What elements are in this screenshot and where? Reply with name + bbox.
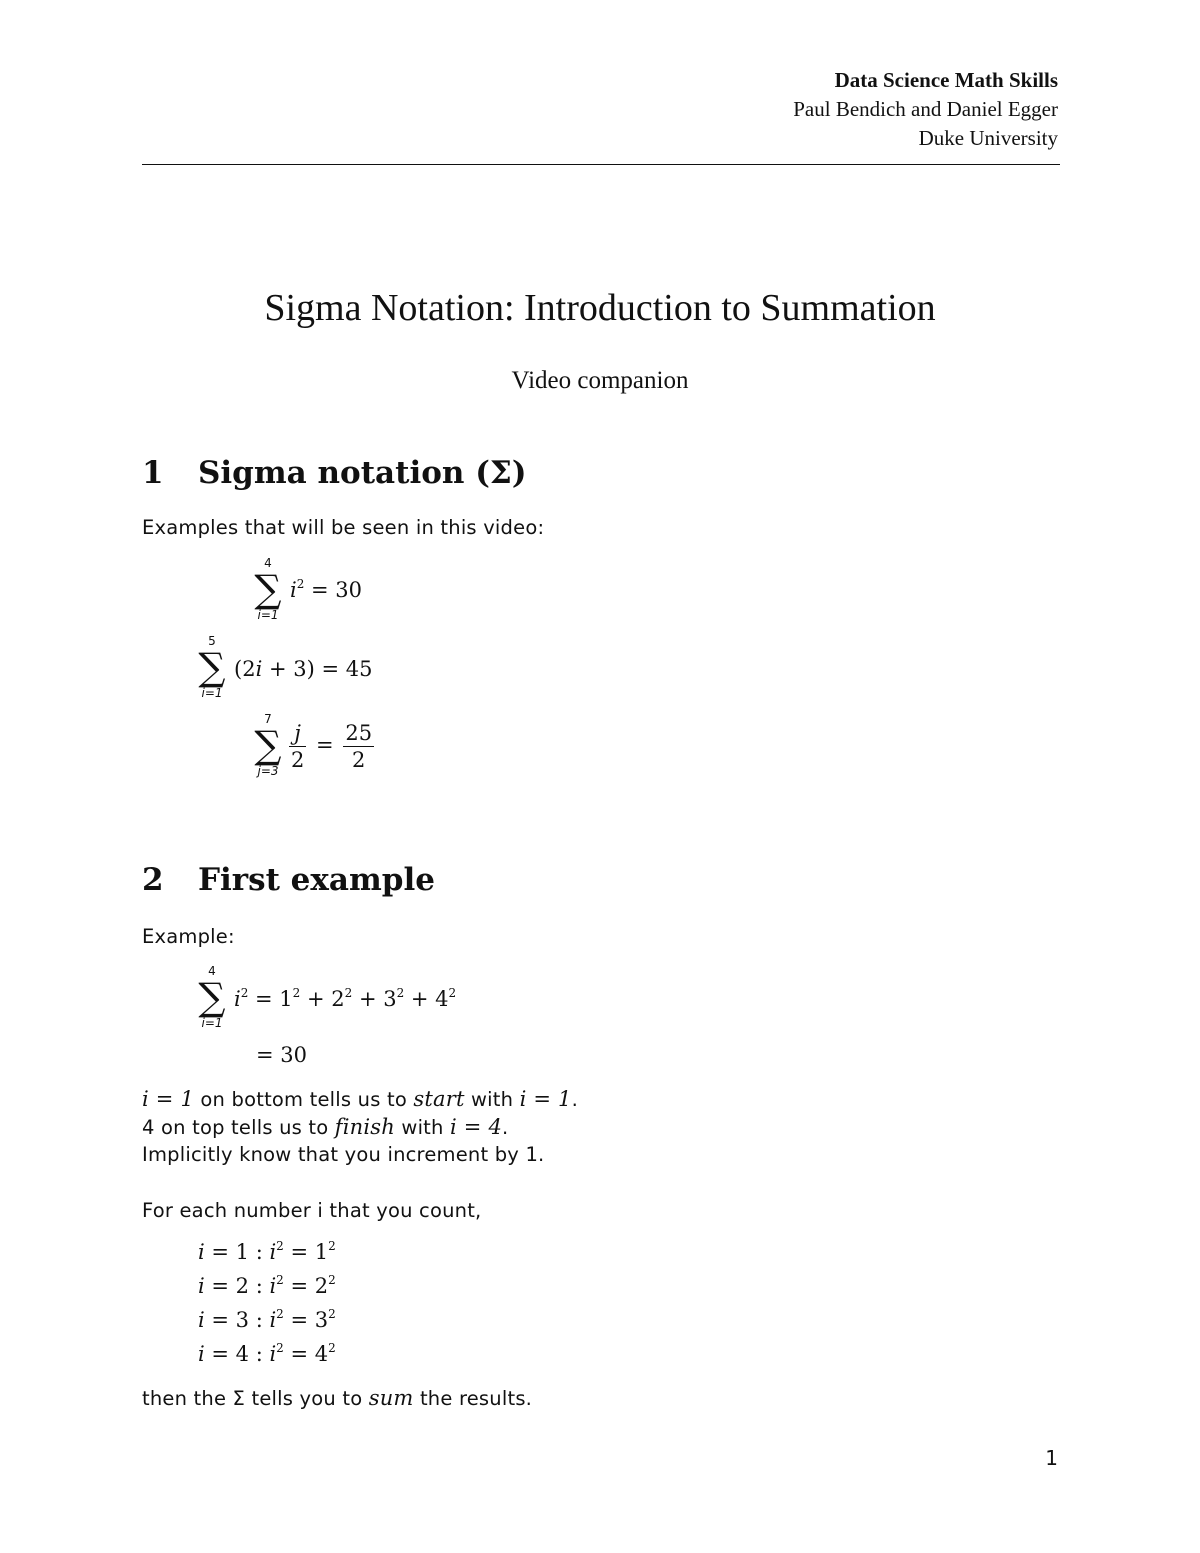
header-rule xyxy=(142,164,1060,165)
section-1-heading xyxy=(142,455,527,491)
sum-expansion: $i^2 = 1^2 + 2^2 + 3^2 + 4^2$ xyxy=(234,986,457,1011)
document-subtitle: Video companion xyxy=(511,367,689,394)
sigma-icon: 4 ∑ i=1 xyxy=(250,556,286,622)
sum-upper-limit: 4 xyxy=(208,964,216,978)
fraction: $\frac{j}{2}$ xyxy=(291,721,305,772)
section-number: 1 xyxy=(142,455,164,491)
sum-lower-limit: i=1 xyxy=(201,1016,223,1030)
example-1-expression: $i^2 = 30$ xyxy=(290,577,363,602)
fraction: $\frac{25}{2}$ xyxy=(345,721,373,772)
document-title: Sigma Notation: Introduction to Summation xyxy=(264,287,936,329)
sigma-icon: 5 ∑ i=1 xyxy=(194,634,230,700)
step-line: i = 3 : $i^2 = 3^2$ xyxy=(198,1307,336,1332)
section-1-intro: Examples that will be seen in this video: xyxy=(142,516,545,539)
sum-lower-limit: i=1 xyxy=(201,686,223,700)
section-title: Sigma notation (Σ) xyxy=(198,455,527,491)
note-finish: 4 on top tells us to finish with i = 4. xyxy=(142,1115,509,1139)
sigma-icon: 7 ∑ j=3 xyxy=(250,712,286,778)
sum-lower-limit: i=1 xyxy=(257,608,279,622)
step-line: i = 1 : $i^2 = 1^2$ xyxy=(198,1239,336,1264)
conclusion: then the Σ tells you to sum the results. xyxy=(142,1386,533,1410)
institution: Duke University xyxy=(918,126,1058,150)
sum-upper-limit: 4 xyxy=(264,556,272,570)
note-increment: Implicitly know that you increment by 1. xyxy=(142,1143,545,1166)
note-start: i = 1 on bottom tells us to start with i = 1. xyxy=(142,1087,578,1111)
step-line: i = 4 : $i^2 = 4^2$ xyxy=(198,1341,336,1366)
sum-upper-limit: 5 xyxy=(208,634,216,648)
example-2-expression: (2i + 3) = 45 xyxy=(234,657,373,681)
section-title: First example xyxy=(198,862,435,898)
page-number: 1 xyxy=(1045,1446,1058,1470)
course-title: Data Science Math Skills xyxy=(834,68,1058,92)
authors: Paul Bendich and Daniel Egger xyxy=(793,97,1058,121)
example-3-expression: $\frac{j}{2}$ = $\frac{25}{2}$ xyxy=(291,721,373,772)
sum-upper-limit: 7 xyxy=(264,712,272,726)
step-line: i = 2 : $i^2 = 2^2$ xyxy=(198,1273,336,1298)
section-2-heading xyxy=(142,862,435,898)
example-label: Example: xyxy=(142,925,235,948)
section-number: 2 xyxy=(142,862,164,898)
sigma-icon: 4 ∑ i=1 xyxy=(194,964,230,1030)
sum-lower-limit: j=3 xyxy=(257,764,279,778)
sum-total: = 30 xyxy=(256,1043,307,1067)
for-each-text: For each number i that you count, xyxy=(142,1199,482,1222)
